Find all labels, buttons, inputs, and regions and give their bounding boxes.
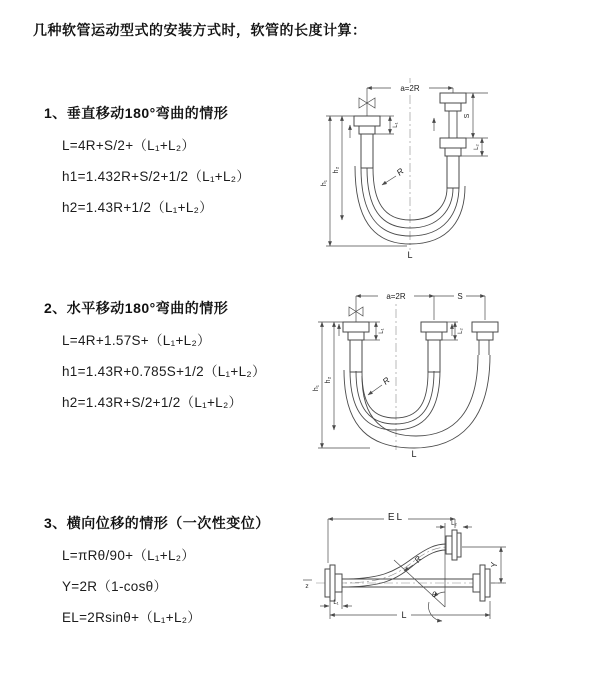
left-flange-fitting	[343, 322, 369, 372]
dimension-l2	[474, 138, 482, 156]
dim-label-r: R	[380, 374, 392, 387]
dim-label-y: Y	[490, 562, 499, 568]
hose-s-curve	[338, 544, 448, 587]
diagram-horizontal-bend	[310, 280, 595, 460]
dim-label-l: L	[407, 250, 413, 260]
diagram-lateral-displacement	[296, 503, 596, 653]
dimension-a2r	[367, 83, 453, 94]
dim-label-theta: θ	[431, 590, 437, 599]
section-2-heading: 2、水平移动180°弯曲的情形	[44, 300, 229, 316]
dim-label-r: R	[394, 165, 406, 178]
dim-label-l1: L₁	[379, 328, 385, 334]
formula-line: Y=2R（1-cosθ）	[62, 579, 168, 594]
formula-line: L=4R+1.57S+（L₁+L₂）	[62, 333, 211, 348]
centerline-mark	[303, 580, 312, 590]
radius-callout	[382, 166, 406, 185]
right-flange-fitting	[472, 322, 498, 355]
dim-label-z: z	[305, 583, 309, 590]
radius-callout	[368, 375, 392, 395]
formula-line: h2=1.43R+S/2+1/2（L₁+L₂）	[62, 395, 243, 410]
valve-icon	[349, 302, 363, 322]
dimension-h2	[333, 116, 342, 220]
dim-label-el: EL	[387, 512, 405, 523]
dimension-el	[328, 511, 455, 563]
formula-line: EL=2Rsinθ+（L₁+L₂）	[62, 610, 202, 625]
formula-line: h1=1.43R+0.785S+1/2（L₁+L₂）	[62, 364, 266, 379]
dim-label-h1: h₁	[313, 384, 320, 392]
diagram-vertical-bend	[312, 68, 582, 260]
section-3-heading: 3、横向位移的情形（一次性变位）	[44, 515, 270, 531]
displaced-flange	[446, 530, 461, 560]
middle-flange-fitting	[421, 322, 447, 372]
dimension-a2r	[356, 291, 434, 320]
dimension-l	[330, 601, 490, 620]
dim-label-l2: L₂	[474, 144, 480, 150]
dim-label-h2: h₂	[325, 376, 332, 384]
section-2	[44, 298, 266, 424]
dimension-s	[434, 291, 485, 320]
dim-label-a2r: a=2R	[400, 84, 420, 93]
dim-label-h1: h₁	[321, 179, 328, 187]
dim-label-s: S	[457, 292, 463, 301]
dim-label-a2r: a=2R	[386, 292, 406, 301]
hose-u-bend-inner	[350, 370, 440, 430]
formula-line: L=πRθ/90+（L₁+L₂）	[62, 548, 196, 563]
valve-icon	[359, 94, 375, 116]
dim-label-l2: L₂	[451, 521, 457, 527]
dim-label-l2: L₂	[458, 328, 464, 334]
page-title: 几种软管运动型式的安装方式时，软管的长度计算：	[33, 22, 367, 38]
dim-label-l: L	[411, 449, 417, 459]
dimension-l2	[436, 521, 472, 527]
left-flange	[325, 565, 342, 601]
section-3	[44, 513, 270, 639]
formula-line: h2=1.43R+1/2（L₁+L₂）	[62, 200, 213, 215]
formula-line: h1=1.432R+S/2+1/2（L₁+L₂）	[62, 169, 251, 184]
formula-line: L=4R+S/2+（L₁+L₂）	[62, 138, 196, 153]
dim-label-s: S	[464, 113, 471, 119]
dim-label-l: L	[401, 610, 407, 620]
dim-label-l1: L₁	[393, 122, 399, 128]
dimension-h2	[325, 322, 334, 430]
section-1-heading: 1、垂直移动180°弯曲的情形	[44, 105, 229, 121]
right-flange	[473, 565, 490, 601]
hose-u-bend-outer	[344, 355, 490, 448]
section-1	[44, 103, 250, 229]
dim-label-l1: L₁	[333, 600, 339, 606]
dim-label-h2: h₂	[333, 166, 340, 174]
left-flange-fitting	[354, 116, 380, 168]
angle-theta	[394, 523, 445, 621]
dim-label-r: R	[412, 554, 424, 565]
right-flange-fitting	[440, 93, 466, 188]
